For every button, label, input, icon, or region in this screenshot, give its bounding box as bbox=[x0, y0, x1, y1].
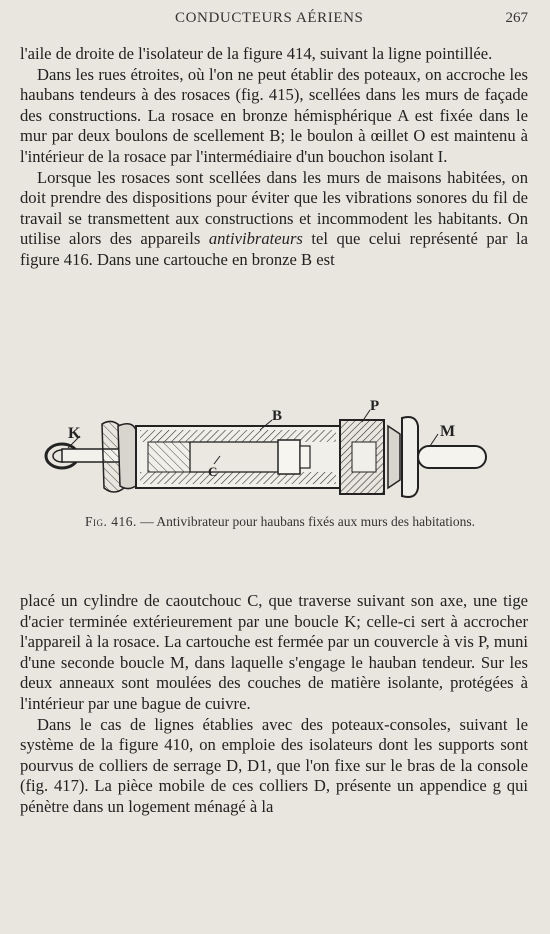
paragraph-text-before: Lorsque les rosaces sont scellées dans les murs de maisons habitées, on doit prendre des dispositions pour éviter que les vibrations sonores du fil de travail se transmettent aux constructions et incommodent les habitants. On utilise alors des appareils bbox=[20, 167, 528, 249]
text-block-top bbox=[20, 44, 528, 271]
page-number: 267 bbox=[505, 10, 528, 26]
left-collar bbox=[102, 421, 138, 492]
rubber-cylinder-c bbox=[190, 442, 280, 472]
paragraph-rosaces: Dans les rues étroites, où l'on ne peut établir des poteaux, on accroche les haubans tendeurs à des rosaces (fig. 415), scellées dans les murs de façade des constructions. La rosace en bronze hémisphérique A est fixée dans le mur par deux boulons de scellement B; le boulon à œillet O est maintenu à l'intérieur de la rosace par l'intermédiaire d'un bouchon isolant I. bbox=[20, 64, 528, 166]
paragraph-text-after: tel que celui représenté par la figure 416. Dans une cartouche en bronze B est bbox=[20, 229, 528, 269]
label-b: B bbox=[272, 408, 283, 424]
figure-caption bbox=[60, 513, 500, 531]
paragraph-description: placé un cylindre de caoutchouc C, que traverse suivant son axe, une tige d'acier terminée extérieurement par une boucle K; celle-ci sert à accrocher l'appareil à la rosace. La cartouche est fermée par un couvercle à vis P, muni d'une seconde boucle M, dans laquelle s'engage le hauban tendeur. Sur les deux anneaux sont moulées des couches de matière isolante, protégées à l'intérieur par une bague de cuivre. bbox=[20, 591, 528, 713]
label-c: C bbox=[208, 464, 218, 479]
loop-m bbox=[388, 417, 486, 497]
running-head bbox=[0, 10, 550, 32]
text-block-bottom bbox=[20, 591, 528, 818]
label-k: K bbox=[68, 425, 81, 442]
paragraph-poteaux-consoles: Dans le cas de lignes établies avec des poteaux-consoles, suivant le système de la figure 410, on emploie des isolateurs dont les supports sont pourvus de colliers de serrage D, D1, que l'on fixe sur le bras de la console (fig. 417). La pièce mobile de ces colliers D, présente un appendice g qui pénètre dans un logement ménagé à la bbox=[20, 714, 528, 816]
caption-text: — Antivibrateur pour haubans fixés aux murs des habitations. bbox=[136, 514, 476, 529]
nut bbox=[278, 440, 300, 474]
running-title: CONDUCTEURS AÉRIENS bbox=[175, 10, 364, 26]
label-p: P bbox=[370, 398, 380, 414]
caption-prefix: Fig. 416. bbox=[84, 514, 137, 529]
figure-416 bbox=[40, 396, 520, 506]
screw-cap-p bbox=[340, 420, 384, 494]
emphasized-term: antivibrateurs bbox=[208, 229, 303, 249]
paragraph-continuation: l'aile de droite de l'isolateur de la figure 414, suivant la ligne pointillée. bbox=[20, 44, 493, 63]
label-m: M bbox=[440, 423, 456, 440]
paragraph-antivibrateurs bbox=[20, 168, 528, 271]
antivibrator-drawing bbox=[40, 396, 520, 506]
